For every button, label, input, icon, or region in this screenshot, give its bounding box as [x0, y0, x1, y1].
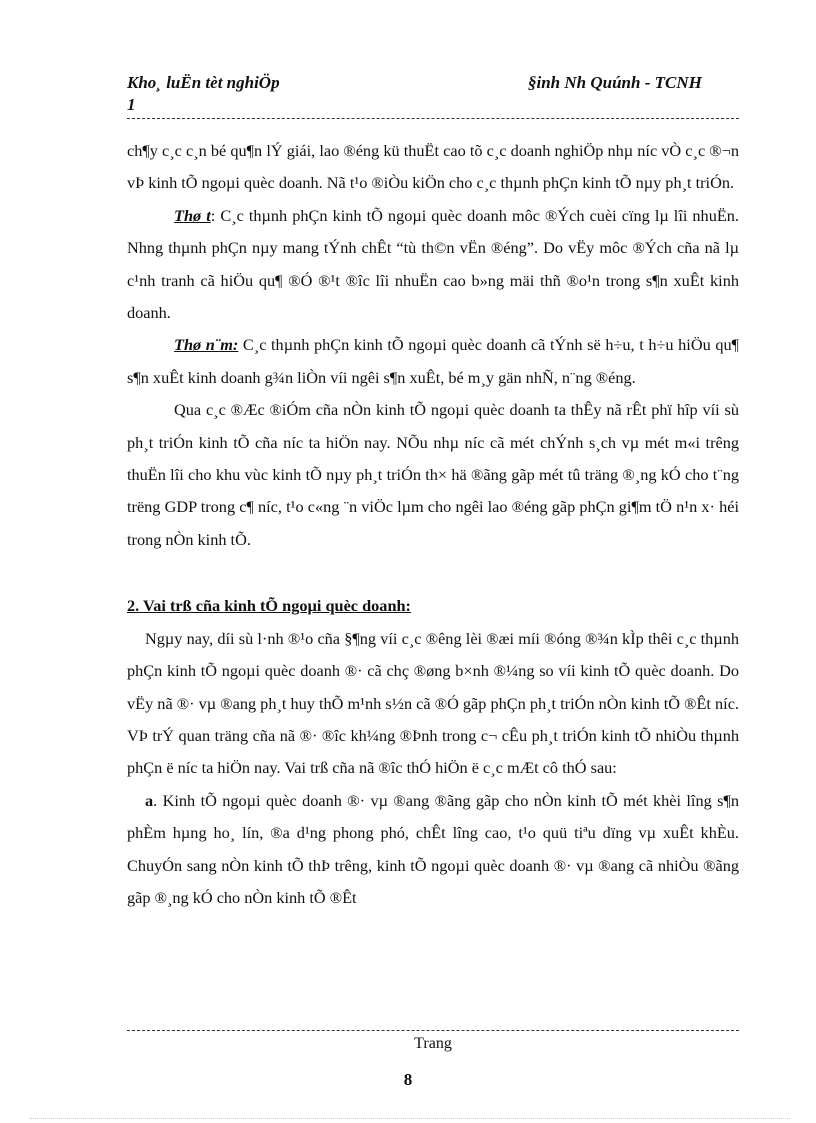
footer-label: Trang	[414, 1035, 452, 1052]
paragraph-fifth	[127, 329, 739, 394]
paragraph-role-intro: Ngµy nay, díi sù l·nh ®¹o cña §¶ng víi c¸c ®êng lèi ®æi míi ®óng ®¾n kÌp thêi c¸c thµnh phÇn kinh tÕ ngoµi quèc doanh ®· cã chç ®øng b×nh ®¼ng so víi kinh tÕ quèc doanh. Do vËy nã ®· vµ ®ang ph¸t huy thÕ m¹nh s½n cã ®Ó gãp phÇn ph¸t triÓn nÒn kinh tÕ ®Êt níc. VÞ trÝ quan träng cña nã ®· ®îc kh¼ng ®Þnh trong c¬ cÊu ph¸t triÓn kinh tÕ nhiÒu thµnh phÇn ë níc ta hiÖn nay. Vai trß cña nã ®îc thÓ hiÖn ë c¸c mÆt cô thÓ sau:	[127, 628, 739, 778]
paragraph-fourth-text: : C¸c thµnh phÇn kinh tÕ ngoµi quèc doanh môc ®Ých cuèi cïng lµ lîi nhuËn. Nhng thµnh phÇn nµy mang tÝnh chÊt “tù th©n vËn ®éng”. Do vËy môc ®Ých cña nã lµ c¹nh tranh cã hiÖu qu¶ ®Ó ®¹t ®îc lîi nhuËn cao b»ng mäi thñ ®o¹n trong s¶n xuÊt kinh doanh.	[127, 205, 739, 323]
paragraph-summary: Qua c¸c ®Æc ®iÓm cña nÒn kinh tÕ ngoµi quèc doanh ta thÊy nã rÊt phï hîp víi sù ph¸t triÓn kinh tÕ cña níc ta hiÖn nay. NÕu nhµ níc cã mét chÝnh s¸ch vµ mét m«i trêng thuËn lîi cho khu vùc kinh tÕ nµy ph¸t triÓn th× hä ®ãng gãp mét tû träng ®¸ng kÓ cho t¨ng trëng GDP trong c¶ níc, t¹o c«ng ¨n viÖc lµm cho ngêi lao ®éng gãp phÇn gi¶m tÖ n¹n x· héi trong nÒn kinh tÕ.	[127, 400, 739, 549]
paragraph-1: ch¶y c¸c c¸n bé qu¶n lÝ giái, lao ®éng kü thuËt cao tõ c¸c doanh nghiÖp nhµ níc vÒ c¸c ®¬n vÞ kinh tÕ ngoµi quèc doanh. Nã t¹o ®iÒu kiÖn cho c¸c thµnh phÇn kinh tÕ nµy ph¸t triÓn.	[127, 141, 739, 193]
paragraph-fourth	[127, 200, 739, 330]
page-bottom-edge	[30, 1118, 790, 1119]
paragraph-role-a	[127, 785, 739, 915]
header-left	[127, 72, 280, 116]
header-title-line2: 1	[127, 95, 136, 114]
header-title: Kho¸ luËn tèt nghiÖp	[127, 73, 280, 92]
paragraph-role-a-text: . Kinh tÕ ngoµi quèc doanh ®· vµ ®ang ®ãng gãp cho nÒn kinh tÕ mét khèi lîng s¶n phÈm hµng ho¸ lín, ®a d¹ng phong phó, chÊt lîng cao, t¹o quü tiªu dïng vµ xuÊt khÈu. ChuyÓn sang nÒn kinh tÕ thÞ trêng, kinh tÕ ngoµi quèc doanh ®· vµ ®ang cã nhiÒu ®ãng gãp ®¸ng kÓ cho nÒn kinh tÕ ®Êt	[127, 790, 739, 907]
section-heading: 2. Vai trß cña kinh tÕ ngoµi quèc doanh:	[127, 596, 411, 616]
paragraph-fifth-label: Thø n¨m:	[174, 335, 239, 355]
paragraph-role-a-label: a	[145, 790, 154, 810]
paragraph-fifth-text: C¸c thµnh phÇn kinh tÕ ngoµi quèc doanh cã tÝnh së h÷u, t h÷u hiÖu qu¶ s¶n xuÊt kinh doanh g¾n liÒn víi ngêi s¶n xuÊt, bé m¸y gän nhÑ, n¨ng ®éng.	[127, 335, 739, 387]
body-text	[127, 135, 739, 914]
header-author: §inh Nh Quúnh - TCNH	[528, 73, 702, 92]
paragraph-fourth-label: Thø t	[174, 205, 211, 225]
header-divider	[127, 118, 739, 119]
footer-divider	[127, 1030, 739, 1031]
section-spacer	[127, 556, 739, 590]
page-number: 8	[403, 1070, 413, 1089]
